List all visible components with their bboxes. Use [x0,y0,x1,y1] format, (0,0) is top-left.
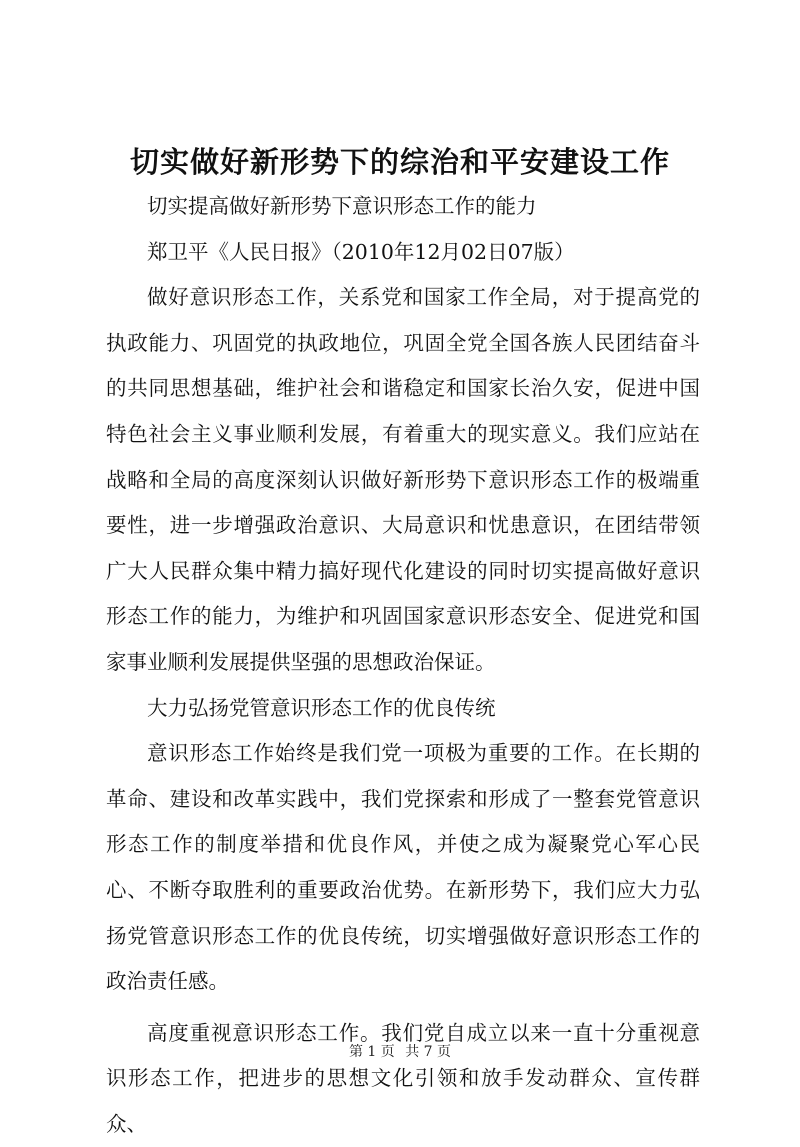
document-title: 切实做好新形势下的综治和平安建设工作 [129,145,670,179]
body-paragraph: 做好意识形态工作，关系党和国家工作全局，对于提高党的执政能力、巩固党的执政地位，巩固全党全国各族人民团结奋斗的共同思想基础，维护社会和谐稳定和国家长治久安，促进中国特色社会主义事业顺利发展，有着重大的现实意义。我们应站在战略和全局的高度深刻认识做好新形势下意识形态工作的极端重要性，进一步增强政治意识、大局意识和忧患意识，在团结带领广大人民群众集中精力搞好现代化建设的同时切实提高做好意识形态工作的能力，为维护和巩固国家意识形态安全、促进党和国家事业顺利发展提供坚强的思想政治保证。 [106,285,700,674]
subtitle-paragraph: 切实提高做好新形势下意识形态工作的能力 [147,194,537,218]
page-number: 第 1 页 [348,1044,395,1060]
page-footer [0,1042,800,1062]
body-paragraph: 高度重视意识形态工作。我们党自成立以来一直十分重视意识形态工作，把进步的思想文化引领和放手发动群众、宣传群众、 [106,1020,700,1136]
byline-paragraph: 郑卫平《人民日报》（2010年12月02日07版） [147,239,575,264]
page-total: 共 7 页 [405,1044,452,1060]
section-heading: 大力弘扬党管意识形态工作的优良传统 [147,695,496,720]
body-paragraph: 意识形态工作始终是我们党一项极为重要的工作。在长期的革命、建设和改革实践中，我们党探索和形成了一整套党管意识形态工作的制度举措和优良作风，并使之成为凝聚党心军心民心、不断夺取胜利的重要政治优势。在新形势下，我们应大力弘扬党管意识形态工作的优良传统，切实增强做好意识形态工作的政治责任感。 [106,741,700,994]
document-body [106,184,700,1147]
